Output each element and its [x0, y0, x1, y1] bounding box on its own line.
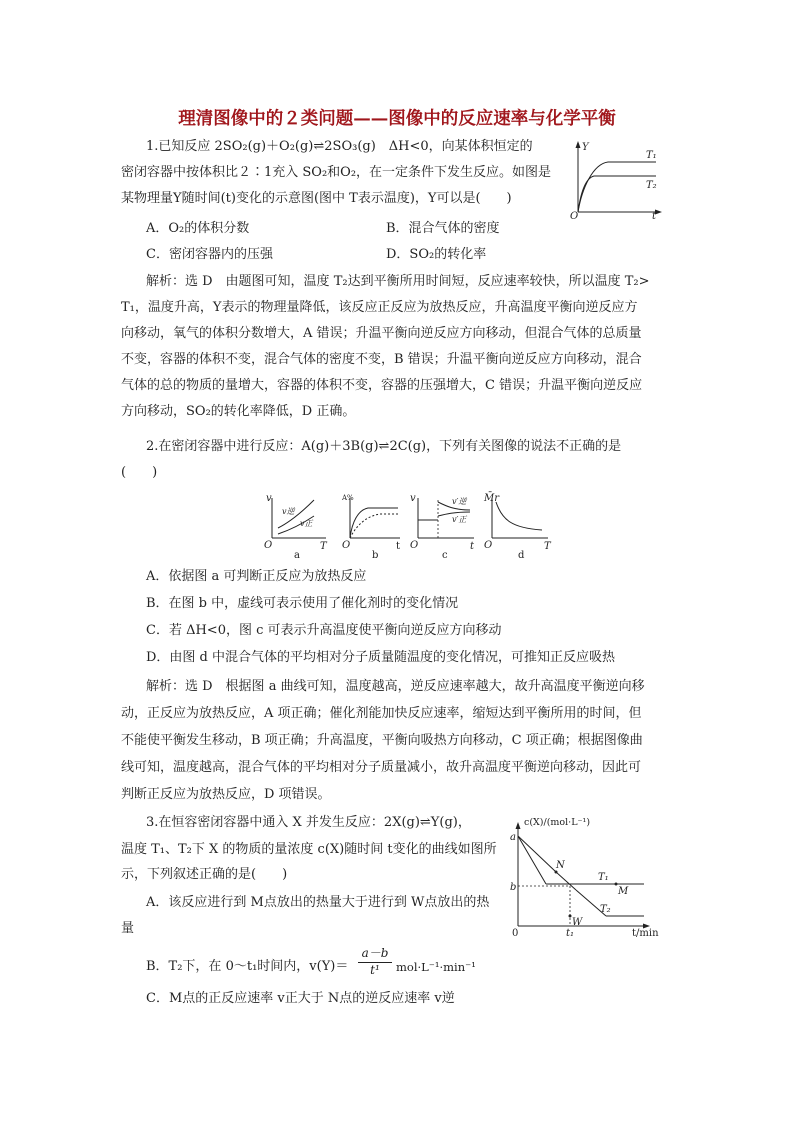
q2d-caption: d [518, 550, 525, 561]
q2d-y-label: M̄r [484, 493, 500, 504]
q2c-origin: O [410, 540, 419, 551]
q2-graph-c [408, 492, 480, 562]
q2a-y-label: v [266, 493, 272, 504]
q1-analysis-5: 气体的总的物质的量增大，容器的体积不变，容器的压强增大，C 错误；升温平衡向逆反应 [121, 378, 643, 393]
q3-graph-t1: t₁ [566, 928, 575, 939]
q2-graph-d [482, 492, 558, 562]
q3-option-c: C．M点的正反应速率 v正大于 N点的逆反应速率 v逆 [146, 991, 455, 1006]
q2c-x-label: t [470, 541, 475, 552]
q2a-series-2: v正 [300, 519, 313, 528]
q2a-caption: a [294, 550, 300, 561]
q2c-series-1: v′逆 [452, 497, 467, 506]
q1-graph-x-label: t [652, 211, 657, 222]
q2a-series-1: v逆 [282, 507, 295, 516]
q3-graph-curve-t2: T₂ [600, 904, 611, 915]
q2c-series-2: v′正 [452, 515, 467, 524]
q3-line-3: 示，下列叙述正确的是( ) [121, 867, 288, 882]
q2-line-2: ( ) [121, 465, 158, 480]
q2b-x-label: t [396, 541, 401, 552]
q2-analysis-3: 不能使平衡发生移动，B 项正确；升高温度，平衡向吸热方向移动，C 项正确；根据图像曲 [121, 733, 643, 748]
q2b-caption: b [372, 550, 379, 561]
q1-option-c: C．密闭容器内的压强 [146, 247, 273, 262]
q2-analysis-1: 解析：选 D 根据图 a 曲线可知，温度越高，逆反应速率越大，故升高温度平衡逆向移 [146, 679, 645, 694]
q1-analysis-3: 向移动，氧气的体积分数增大，A 错误；升温平衡向逆反应方向移动，但混合气体的总质量 [121, 326, 642, 341]
q1-line-2: 密闭容器中按体积比２∶1充入 SO₂和O₂，在一定条件下发生反应。如图是 [121, 165, 552, 180]
q3-option-b-unit: mol·L⁻¹·min⁻¹ [396, 960, 476, 974]
q2-option-d: D．由图 d 中混合气体的平均相对分子质量随温度的变化情况，可推知正反应吸热 [146, 650, 616, 665]
q3-graph-point-n: N [556, 860, 565, 871]
q2-line-1: 2.在密闭容器中进行反应：A(g)＋3B(g)⇌2C(g)，下列有关图像的说法不正确的是 [146, 439, 622, 454]
q2-option-b: B．在图 b 中，虚线可表示使用了催化剂时的变化情况 [146, 596, 459, 611]
q1-option-d: D．SO₂的转化率 [386, 247, 487, 262]
q1-graph-y-label: Y [582, 142, 589, 153]
q1-analysis-1: 解析：选 D 由题图可知，温度 T₂达到平衡所用时间短，反应速率较快，所以温度 T₂> [146, 274, 650, 289]
q2-analysis-4: 线可知，温度越高，混合气体的平均相对分子质量减小，故升高温度平衡逆向移动，因此可 [121, 760, 642, 775]
q2d-x-label: T [544, 541, 551, 552]
q2a-origin: O [264, 540, 273, 551]
q3-fraction-numerator: a－b [361, 946, 389, 960]
q2b-origin: O [342, 540, 351, 551]
q3-fraction-denominator: t¹ [370, 963, 380, 977]
q2a-x-label: T [320, 541, 327, 552]
q3-option-a-1: A．该反应进行到 M点放出的热量大于进行到 W点放出的热 [146, 895, 490, 910]
q3-line-2: 温度 T₁、T₂下 X 的物质的量浓度 c(X)随时间 t变化的曲线如图所 [121, 842, 497, 857]
q2b-y-label: A% [342, 494, 354, 502]
q1-analysis-6: 方向移动，SO₂的转化率降低，D 正确。 [121, 404, 356, 419]
q1-graph [568, 138, 668, 222]
q2-graph-b [338, 492, 408, 562]
q1-line-1: 1.已知反应 2SO₂(g)＋O₂(g)⇌2SO₃(g) ΔH<0，向某体积恒定的 [146, 139, 533, 154]
q3-option-b-prefix: B．T₂下，在 0～t₁时间内，v(Y)＝ [146, 959, 349, 974]
q3-graph-origin: 0 [512, 928, 519, 939]
q2c-y-label: v [410, 493, 416, 504]
q1-graph-curve-t2: T₂ [646, 180, 657, 191]
q1-analysis-2: T₁，温度升高，Y表示的物理量降低，该反应正反应为放热反应，升高温度平衡向逆反应方 [121, 300, 638, 315]
q1-option-a: A．O₂的体积分数 [146, 221, 250, 236]
q2-analysis-5: 判断正反应为放热反应，D 项错误。 [121, 787, 331, 802]
q1-line-3: 某物理量Y随时间(t)变化的示意图(图中 T表示温度)，Y可以是( ) [121, 191, 512, 206]
q2-option-c: C．若 ΔH<0，图 c 可表示升高温度使平衡向逆反应方向移动 [146, 623, 502, 638]
q3-graph-point-w: W [572, 917, 583, 928]
q3-graph-b: b [510, 882, 517, 893]
q2c-caption: c [442, 550, 448, 561]
q3-option-a-2: 量 [121, 921, 135, 936]
q2-graph-a [262, 492, 338, 562]
q2-option-a: A．依据图 a 可判断正反应为放热反应 [146, 569, 367, 584]
q1-option-b: B．混合气体的密度 [386, 221, 500, 236]
q1-graph-curve-t1: T₁ [646, 150, 657, 161]
q2-analysis-2: 动，正反应为放热反应，A 项正确；催化剂能加快反应速率，缩短达到平衡所用的时间，但 [121, 706, 642, 721]
q2d-origin: O [484, 540, 493, 551]
q3-graph-point-m: M [618, 886, 629, 897]
q1-graph-origin: O [570, 211, 579, 222]
q3-graph-a: a [510, 832, 516, 843]
q3-graph [506, 812, 666, 940]
q3-line-1: 3.在恒容密闭容器中通入 X 并发生反应：2X(g)⇌Y(g)， [146, 815, 471, 830]
q3-graph-x-label: t/min [632, 928, 659, 939]
q3-graph-curve-t1: T₁ [598, 872, 609, 883]
page-title: 理清图像中的２类问题——图像中的反应速率与化学平衡 [178, 109, 616, 129]
q1-analysis-4: 不变，容器的体积不变，混合气体的密度不变，B 错误；升温平衡向逆反应方向移动，混合 [121, 352, 642, 367]
q3-option-b-fraction [358, 946, 392, 978]
q3-graph-y-label: c(X)/(mol·L⁻¹) [524, 817, 591, 828]
